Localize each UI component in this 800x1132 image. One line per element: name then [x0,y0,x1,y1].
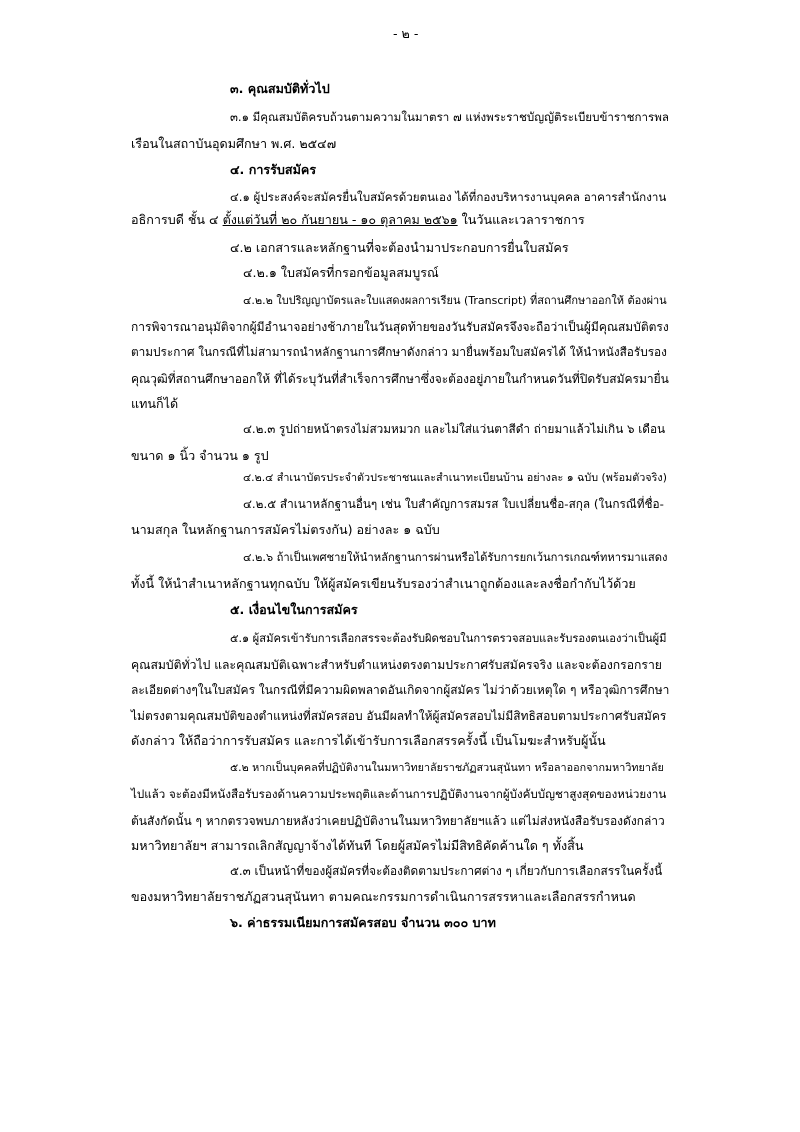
section-5-3-line-1: ๕.๓ เป็นหน้าที่ของผู้สมัครที่จะต้องติดตามประกาศต่าง ๆ เกี่ยวกับการเลือกสรรในครั้งนี้ [230,864,663,878]
section-5-1-line-4: ไม่ตรงตามคุณสมบัติของตำแหน่งที่สมัครสอบ อันมีผลทำให้ผู้สมัครสอบไม่มีสิทธิสอบตามประกาศรับสมัคร [131,709,667,723]
section-5-1-line-3: ละเอียดต่างๆในใบสมัคร ในกรณีที่มีความผิดพลาดอันเกิดจากผู้สมัคร ไม่ว่าด้วยเหตุใด ๆ หรือวุฒิการศึกษา [131,683,670,697]
section-4-2-1: ๔.๒.๑ ใบสมัครที่กรอกข้อมูลสมบูรณ์ [243,265,439,280]
section-4-1-line-1: ๔.๑ ผู้ประสงค์จะสมัครยื่นใบสมัครด้วยตนเอง ได้ที่กองบริหารงานบุคคล อาคารสำนักงาน [230,190,667,204]
section-6-heading: ๖. ค่าธรรมเนียมการสมัครสอบ จำนวน ๓๐๐ บาท [230,915,496,930]
section-4-2-5-line-1: ๔.๒.๕ สำเนาหลักฐานอื่นๆ เช่น ใบสำคัญการสมรส ใบเปลี่ยนชื่อ-สกุล (ในกรณีที่ชื่อ- [243,497,664,511]
section-5-2-line-3: ต้นสังกัดนั้น ๆ หากตรวจพบภายหลังว่าเคยปฏิบัติงานในมหาวิทยาลัยฯแล้ว แต่ไม่ส่งหนังสือรับรองดังกล่าว [131,814,665,828]
application-period: ตั้งแต่วันที่ ๒๐ กันยายน - ๑๐ ตุลาคม ๒๕๖๑ [222,212,458,227]
section-5-3-line-2: ของมหาวิทยาลัยราชภัฏสวนสุนันทา ตามคณะกรรมการดำเนินการสรรหาและเลือกสรรกำหนด [131,889,636,904]
section-4-2-4: ๔.๒.๔ สำเนาบัตรประจำตัวประชาชนและสำเนาทะเบียนบ้าน อย่างละ ๑ ฉบับ (พร้อมตัวจริง) [243,471,667,484]
section-4-1-text-c: ในวันและเวลาราชการ [457,212,585,227]
section-4-2-6-line-1: ๔.๒.๖ ถ้าเป็นเพศชายให้นำหลักฐานการผ่านหรือได้รับการยกเว้นการเกณฑ์ทหารมาแสดง [243,551,668,564]
section-4-2-6-line-2: ทั้งนี้ ให้นำสำเนาหลักฐานทุกฉบับ ให้ผู้สมัครเขียนรับรองว่าสำเนาถูกต้องและลงชื่อกำกับไว้ด้วย [131,576,636,591]
section-4-2-2-line-5: แทนก็ได้ [131,396,179,411]
section-4-2: ๔.๒ เอกสารและหลักฐานที่จะต้องนำมาประกอบการยื่นใบสมัคร [230,240,569,255]
section-3-1-line-1: ๓.๑ มีคุณสมบัติครบถ้วนตามความในมาตรา ๗ แห่งพระราชบัญญัติระเบียบข้าราชการพล [230,110,670,124]
section-4-2-3-line-2: ขนาด ๑ นิ้ว จำนวน ๑ รูป [131,448,269,463]
section-4-2-2-line-3: ตามประกาศ ในกรณีที่ไม่สามารถนำหลักฐานการศึกษาดังกล่าว มายื่นพร้อมใบสมัครได้ ให้นำหนังสือรับรอง [131,345,667,359]
section-3-heading: ๓. คุณสมบัติทั่วไป [230,81,330,96]
section-4-2-2-line-2: การพิจารณาอนุมัติจากผู้มีอำนาจอย่างช้าภายในวันสุดท้ายของวันรับสมัครจึงจะถือว่าเป็นผู้มีคุณสมบัติตรง [131,320,669,334]
section-5-2-line-2: ไปแล้ว จะต้องมีหนังสือรับรองด้านความประพฤติและด้านการปฏิบัติงานจากผู้บังคับบัญชาสูงสุดของหน่วยงาน [131,787,667,801]
section-4-2-2-line-4: คุณวุฒิที่สถานศึกษาออกให้ ที่ได้ระบุวันที่สำเร็จการศึกษาซึ่งจะต้องอยู่ภายในกำหนดวันที่ปิดรับสมัครมายื่น [131,372,669,386]
section-5-1-line-2: คุณสมบัติทั่วไป และคุณสมบัติเฉพาะสำหรับตำแหน่งตรงตามประกาศรับสมัครจริง และจะต้องกรอกราย [131,658,662,672]
section-5-heading: ๕. เงื่อนไขในการสมัคร [230,602,358,617]
section-4-1-line-2 [131,214,585,227]
section-5-2-line-1: ๕.๒ หากเป็นบุคคลที่ปฏิบัติงานในมหาวิทยาลัยราชภัฏสวนสุนันทา หรือลาออกจากมหาวิทยาลัย [230,761,664,774]
section-4-2-3-line-1: ๔.๒.๓ รูปถ่ายหน้าตรงไม่สวมหมวก และไม่ใส่แว่นตาสีดำ ถ่ายมาแล้วไม่เกิน ๖ เดือน [243,422,666,436]
section-5-1-line-5: ดังกล่าว ให้ถือว่าการรับสมัคร และการได้เข้ารับการเลือกสรรครั้งนี้ เป็นโมฆะสำหรับผู้นั้น [131,733,606,748]
section-3-1-line-2: เรือนในสถาบันอุดมศึกษา พ.ศ. ๒๕๔๗ [131,136,337,151]
section-5-2-line-4: มหาวิทยาลัยฯ สามารถเลิกสัญญาจ้างได้ทันที โดยผู้สมัครไม่มีสิทธิคัดค้านใด ๆ ทั้งสิ้น [131,838,584,853]
section-4-1-text-a: อธิการบดี ชั้น ๔ [131,212,223,227]
section-4-heading: ๔. การรับสมัคร [230,162,317,177]
page-number: - ๒ - [393,26,419,41]
section-4-2-5-line-2: นามสกุล ในหลักฐานการสมัครไม่ตรงกัน) อย่างละ ๑ ฉบับ [131,522,440,537]
section-4-2-2-line-1: ๔.๒.๒ ใบปริญญาบัตรและใบแสดงผลการเรียน (Transcript) ที่สถานศึกษาออกให้ ต้องผ่าน [243,294,667,307]
section-5-1-line-1: ๕.๑ ผู้สมัครเข้ารับการเลือกสรรจะต้องรับผิดชอบในการตรวจสอบและรับรองตนเองว่าเป็นผู้มี [230,632,667,645]
